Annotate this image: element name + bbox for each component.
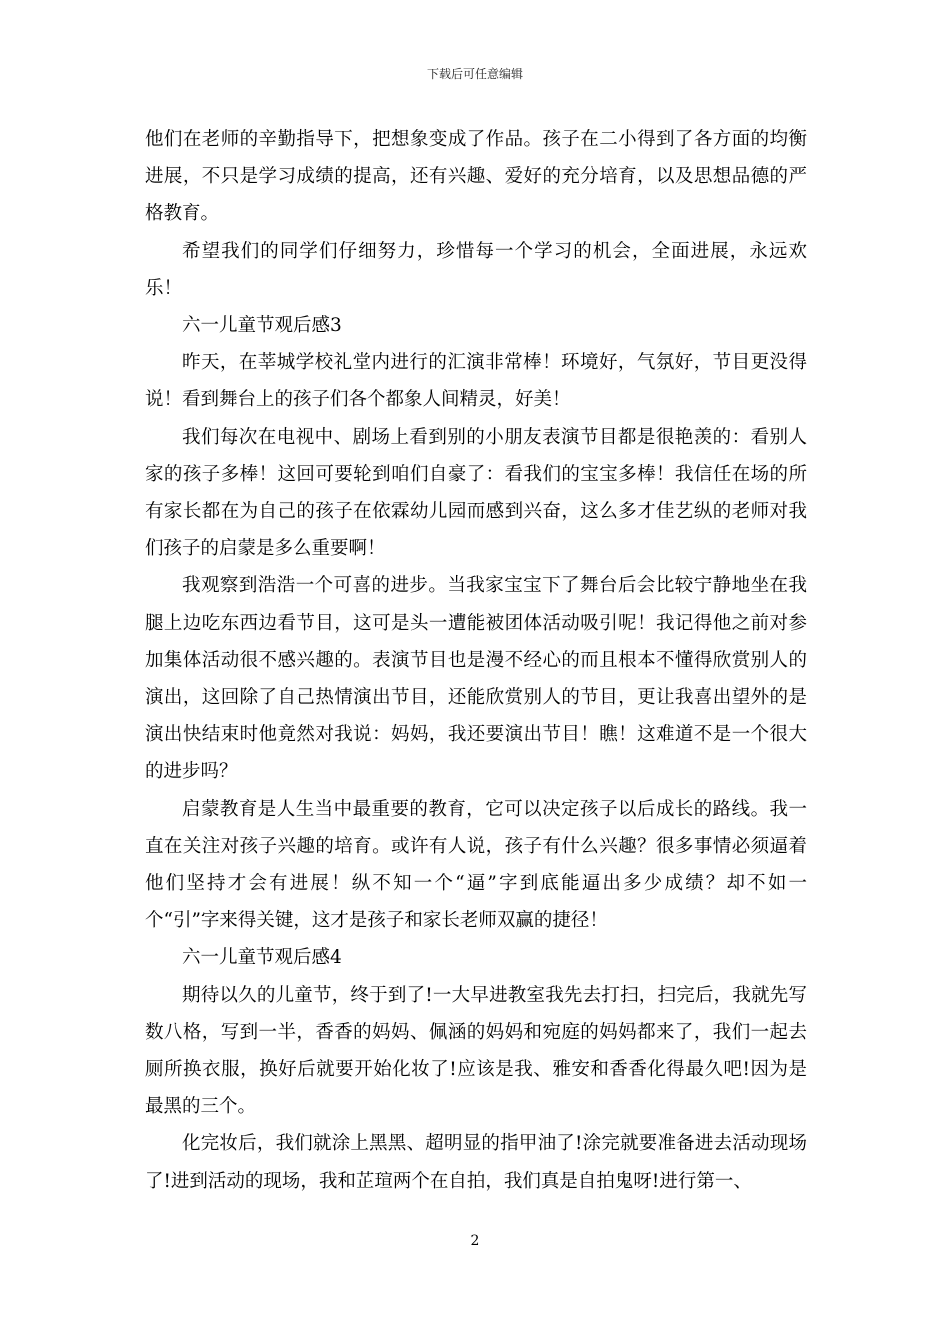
section-heading: 六一儿童节观后感4 <box>182 947 342 969</box>
page-header: 下载后可任意编辑 <box>426 67 523 81</box>
page-number: 2 <box>470 1233 480 1249</box>
paragraph: 我观察到浩浩一个可喜的进步。当我家宝宝下了舞台后会比较宁静地坐在我腿上边吃东西边看节目，这可是头一遭能被团体活动吸引呢！我记得他之前对参加集体活动很不感兴趣的。表演节目也是漫不经心的而且根本不懂得欣赏别人的演出，这回除了自己热情演出节目，还能欣赏别人的节目，更让我喜出望外的是演出快结束时他竟然对我说：妈妈，我还要演出节目！瞧！这难道不是一个很大的进步吗？ <box>145 575 807 783</box>
paragraph: 我们每次在电视中、剧场上看到别的小朋友表演节目都是很艳羡的：看别人家的孩子多棒！这回可要轮到咱们自豪了：看我们的宝宝多棒！我信任在场的所有家长都在为自己的孩子在依霖幼儿园而感到兴奋，这么多才佳艺纵的老师对我们孩子的启蒙是多么重要啊！ <box>145 426 807 560</box>
paragraph: 化完妆后，我们就涂上黑黑、超明显的指甲油了!涂完就要准备进去活动现场了!进到活动的现场，我和芷瑄两个在自拍，我们真是自拍鬼呀!进行第一、 <box>145 1133 807 1192</box>
document-body <box>145 121 807 1200</box>
section-heading: 六一儿童节观后感3 <box>182 315 342 337</box>
paragraph: 希望我们的同学们仔细努力，珍惜每一个学习的机会，全面进展，永远欢乐！ <box>145 240 807 299</box>
paragraph: 期待以久的儿童节，终于到了!一大早进教室我先去打扫，扫完后，我就先写数八格，写到一半，香香的妈妈、佩涵的妈妈和宛庭的妈妈都来了，我们一起去厕所换衣服，换好后就要开始化妆了!应该是我、雅安和香香化得最久吧!因为是最黑的三个。 <box>145 984 807 1118</box>
paragraph: 他们在老师的辛勤指导下，把想象变成了作品。孩子在二小得到了各方面的均衡进展，不只是学习成绩的提高，还有兴趣、爱好的充分培育，以及思想品德的严格教育。 <box>145 129 807 225</box>
paragraph: 启蒙教育是人生当中最重要的教育，它可以决定孩子以后成长的路线。我一直在关注对孩子兴趣的培育。或许有人说，孩子有什么兴趣？很多事情必须逼着他们坚持才会有进展！纵不知一个“逼”字到底能逼出多少成绩？却不如一个“引”字来得关键，这才是孩子和家长老师双赢的捷径！ <box>145 798 807 932</box>
paragraph: 昨天，在莘城学校礼堂内进行的汇演非常棒！环境好，气氛好，节目更没得说！看到舞台上的孩子们各个都象人间精灵，好美！ <box>145 352 807 411</box>
